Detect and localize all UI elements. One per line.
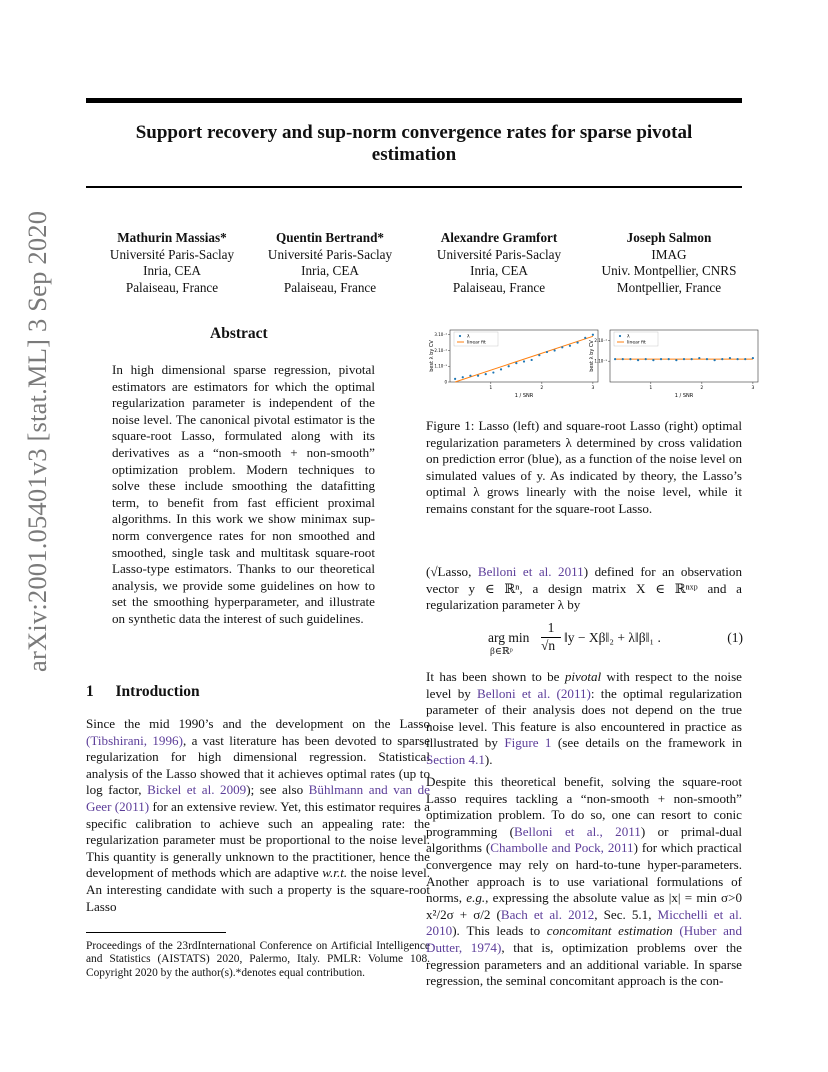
text-run: ) for which practical convergence may rely on hard-to-tune hyper-parameters. Another approach is to use variational formulations of norms, [426, 840, 742, 906]
data-point [500, 368, 502, 370]
author-affiliation: IMAG [651, 246, 687, 262]
citation-link[interactable]: (Tibshirani, 1996) [86, 732, 183, 748]
data-point [614, 358, 616, 360]
author-affiliation: Université Paris-Saclay [267, 246, 393, 262]
author-affiliation: Palaiseau, France [452, 279, 546, 295]
text-run: Since the mid 1990’s and the development on the Lasso [86, 716, 430, 731]
x-tick-label: 2 [700, 386, 704, 391]
author-affiliation: Inria, CEA [143, 263, 201, 278]
title-line-2: estimation [371, 144, 457, 165]
section-number: 1 [86, 683, 94, 700]
x-tick-label: 3 [751, 386, 755, 391]
text-run: , a vast literature has been devoted to sparse regularization for high dimensional regression. Statistical analysis of the Lasso showed that it achieves optimal rates (up to log factor, [86, 732, 430, 798]
right-column-paragraph-3 [426, 774, 742, 990]
footnote-rule [86, 932, 226, 933]
text-run: ). [484, 751, 493, 767]
equation-body: ‖y − Xβ‖₂ + λ‖β‖₁ . [564, 630, 661, 645]
data-point [508, 365, 510, 367]
data-point [744, 358, 746, 360]
data-point [569, 345, 571, 347]
author-block-2 [240, 230, 420, 296]
text-run: ). This leads to [452, 923, 541, 939]
y-tick-label: 2.10⁻¹ [434, 347, 447, 353]
y-axis-label: best λ by CV [589, 340, 595, 372]
data-point [714, 359, 716, 361]
author-affiliation: Inria, CEA [301, 263, 359, 278]
fraction-denominator: √n [541, 638, 556, 653]
x-tick-label: 2 [540, 386, 544, 391]
figure-1-left-plot [426, 324, 600, 400]
data-point [698, 357, 700, 359]
data-point [576, 342, 578, 344]
data-point [469, 375, 471, 377]
fraction-numerator: 1 [547, 620, 555, 635]
data-point [462, 376, 464, 378]
data-point [645, 358, 647, 360]
right-column-paragraph-2 [426, 669, 742, 769]
data-point [477, 375, 479, 377]
abstract-text: In high dimensional sparse regression, pivotal estimators are estimators for which the optimal regularization parameter is independent of the noise level. The canonical pivotal estimator is the square-root Lasso, formulated along with its derivatives as a “non-smooth + non-smooth” optimization problem. Modern techniques to solve these include smoothing the datafitting term, to benefit from fast efficient proximal algorithms. In this work we show minimax sup-norm convergence rates for non smoothed and smoothed, single task and multitask square-root Lasso-type estimators. Thanks to our theoretical analysis, we provide some guidelines on how to set the smoothing hyperparameter, and illustrate on synthetic data the interest of such guidelines. [112, 362, 375, 626]
legend-point-marker [459, 335, 461, 337]
citation-link[interactable]: Bach et al. 2012 [500, 906, 595, 922]
paper-title [86, 122, 742, 166]
y-tick-label: 0 [444, 379, 447, 385]
legend-label-fit: linear fit [467, 340, 486, 346]
x-tick-label: 3 [591, 386, 595, 391]
data-point [736, 358, 738, 360]
text-run: pivotal [564, 669, 602, 684]
text-run: with respect to the noise level by [426, 669, 742, 701]
author-affiliation: Palaiseau, France [125, 279, 219, 295]
footnote: Proceedings of the 23rdInternational Conference on Artificial Intelligence and Statistics (AISTATS) 2020, Palermo, Italy. PMLR: Volume 108. Copyright 2020 by the author(s).*denotes equal contribution. [86, 940, 430, 979]
figure-caption: Figure 1: Lasso (left) and square-root Lasso (right) optimal regularization parameters λ determined by cross validation on prediction error (blue), as a function of the noise level on simulated values of y. As indicated by theory, the Lasso’s optimal λ grows linearly with the noise level, while it remains constant for the square-root Lasso. [426, 418, 742, 516]
equation-number: (1) [727, 630, 743, 645]
author-block-3 [409, 230, 589, 296]
text-run: Despite this theoretical benefit, solving the square-root Lasso requires tackling a “non-smooth + non-smooth” optimization problem. To do so, one can resort to conic programming ( [426, 774, 742, 839]
citation-link[interactable]: Belloni et al. 2011 [477, 564, 584, 579]
legend-label-fit: linear fit [627, 340, 646, 346]
author-name: Alexandre Gramfort [440, 230, 558, 245]
author-affiliation: Université Paris-Saclay [109, 246, 235, 262]
author-affiliation: Univ. Montpellier, CNRS [601, 263, 737, 278]
legend-point-marker [619, 335, 621, 337]
legend-label-lambda: λ [627, 334, 630, 340]
x-tick-label: 1 [649, 386, 653, 391]
top-rule [86, 98, 742, 103]
data-point [554, 349, 556, 351]
y-tick-label: 3.10⁻¹ [434, 332, 447, 338]
text-run: for an extensive review. Yet, this estimator requires a specific calibration to achieve such an appealing rate: the regularization parameter must be proportional to the noise level. This quantity is generally unknown to the practitioner, hence the development of methods which are adaptive [86, 798, 430, 881]
citation-link[interactable]: Bühlmann and van de Geer (2011) [86, 782, 430, 814]
author-block-4 [576, 230, 762, 296]
data-point [523, 360, 525, 362]
y-tick-label: 2.10⁻¹ [594, 337, 607, 343]
text-run: concomitant estimation [546, 923, 673, 939]
data-point [531, 359, 533, 361]
argmin: arg min [488, 630, 530, 645]
title-bottom-rule [86, 186, 742, 188]
data-point [691, 358, 693, 360]
data-point [622, 358, 624, 360]
author-affiliation: Palaiseau, France [283, 279, 377, 295]
text-run: ); see also [246, 782, 304, 798]
text-run: w.r.t. [322, 865, 348, 881]
y-tick-label: 1.10⁻¹ [594, 358, 607, 364]
x-axis-label: 1 / SNR [674, 393, 694, 399]
author-affiliation: Université Paris-Saclay [436, 246, 562, 262]
figure-link[interactable]: Figure 1 [504, 735, 552, 751]
text-run: e.g. [466, 890, 486, 906]
data-point [492, 371, 494, 373]
title-line-1: Support recovery and sup-norm convergence rates for sparse pivotal [135, 122, 693, 143]
author-block-1 [82, 230, 262, 296]
text-run: It has been shown to be [426, 669, 560, 684]
author-name: Mathurin Massias* [117, 230, 227, 245]
text-run: , Sec. 5.1, [594, 906, 652, 922]
data-point [485, 373, 487, 375]
data-point [629, 358, 631, 360]
data-point [561, 346, 563, 348]
text-run: , expressing the absolute value as |x| = min σ>0 x²/2σ + σ/2 ( [426, 890, 742, 922]
data-point [660, 358, 662, 360]
data-point [637, 359, 639, 361]
data-point [729, 357, 731, 359]
section-link[interactable]: Section 4.1 [426, 751, 485, 767]
text-run: (see details on the framework in [557, 735, 743, 751]
intro-paragraph [86, 716, 430, 915]
x-axis-label: 1 / SNR [514, 393, 534, 399]
section-title: Introduction [115, 683, 200, 700]
data-point [652, 359, 654, 361]
citation-link[interactable]: Belloni et al., 2011 [514, 823, 641, 839]
data-point [538, 354, 540, 356]
legend-label-lambda: λ [467, 334, 470, 340]
data-point [454, 378, 456, 380]
data-point [515, 362, 517, 364]
text-run: , that is, optimization problems over the regression parameters and an additional variable. In sparse regression, the seminal concomitant approach is the con- [426, 939, 742, 989]
text-run: : the optimal regularization parameter of their analysis does not depend on the true noise level. This feature is also encountered in practice as illustrated by [426, 685, 742, 751]
data-point [675, 359, 677, 361]
y-axis-label: best λ by CV [429, 340, 435, 372]
data-point [752, 357, 754, 359]
text-run: (√Lasso, [426, 564, 472, 579]
data-point [668, 358, 670, 360]
abstract-heading: Abstract [210, 325, 268, 342]
author-name: Joseph Salmon [626, 230, 712, 245]
citation-link[interactable]: Micchelli et al. 2010 [426, 906, 742, 939]
data-point [706, 358, 708, 360]
arxiv-identifier: arXiv:2001.05401v3 [stat.ML] 3 Sep 2020 [22, 210, 52, 672]
citation-link[interactable]: Belloni et al. (2011) [477, 685, 591, 701]
data-point [683, 358, 685, 360]
author-affiliation: Montpellier, France [616, 279, 722, 295]
figure-1-right-plot [586, 324, 760, 400]
right-column-paragraph-1 [426, 564, 742, 614]
argmin-subscript: β∈ℝᵖ [490, 647, 513, 657]
data-point [721, 358, 723, 360]
y-tick-label: 1.10⁻¹ [434, 363, 447, 369]
text-run: ) defined for an observation vector y ∈ ℝⁿ, a design matrix X ∈ ℝⁿˣᵖ and a regularization parameter λ by [426, 564, 742, 613]
citation-link[interactable]: (Huber and Dutter, 1974) [426, 923, 743, 955]
x-tick-label: 1 [489, 386, 493, 391]
author-name: Quentin Bertrand* [275, 230, 385, 245]
text-run: the noise level. An interesting candidate with such a property is the square-root Lasso [86, 865, 431, 914]
citation-link[interactable]: Chambolle and Pock, 2011 [490, 840, 634, 856]
citation-link[interactable]: Bickel et al. 2009 [147, 782, 247, 798]
text-run: ) or primal-dual algorithms ( [426, 823, 742, 856]
section-heading-introduction [86, 683, 200, 701]
data-point [546, 351, 548, 353]
author-affiliation: Inria, CEA [470, 263, 528, 278]
